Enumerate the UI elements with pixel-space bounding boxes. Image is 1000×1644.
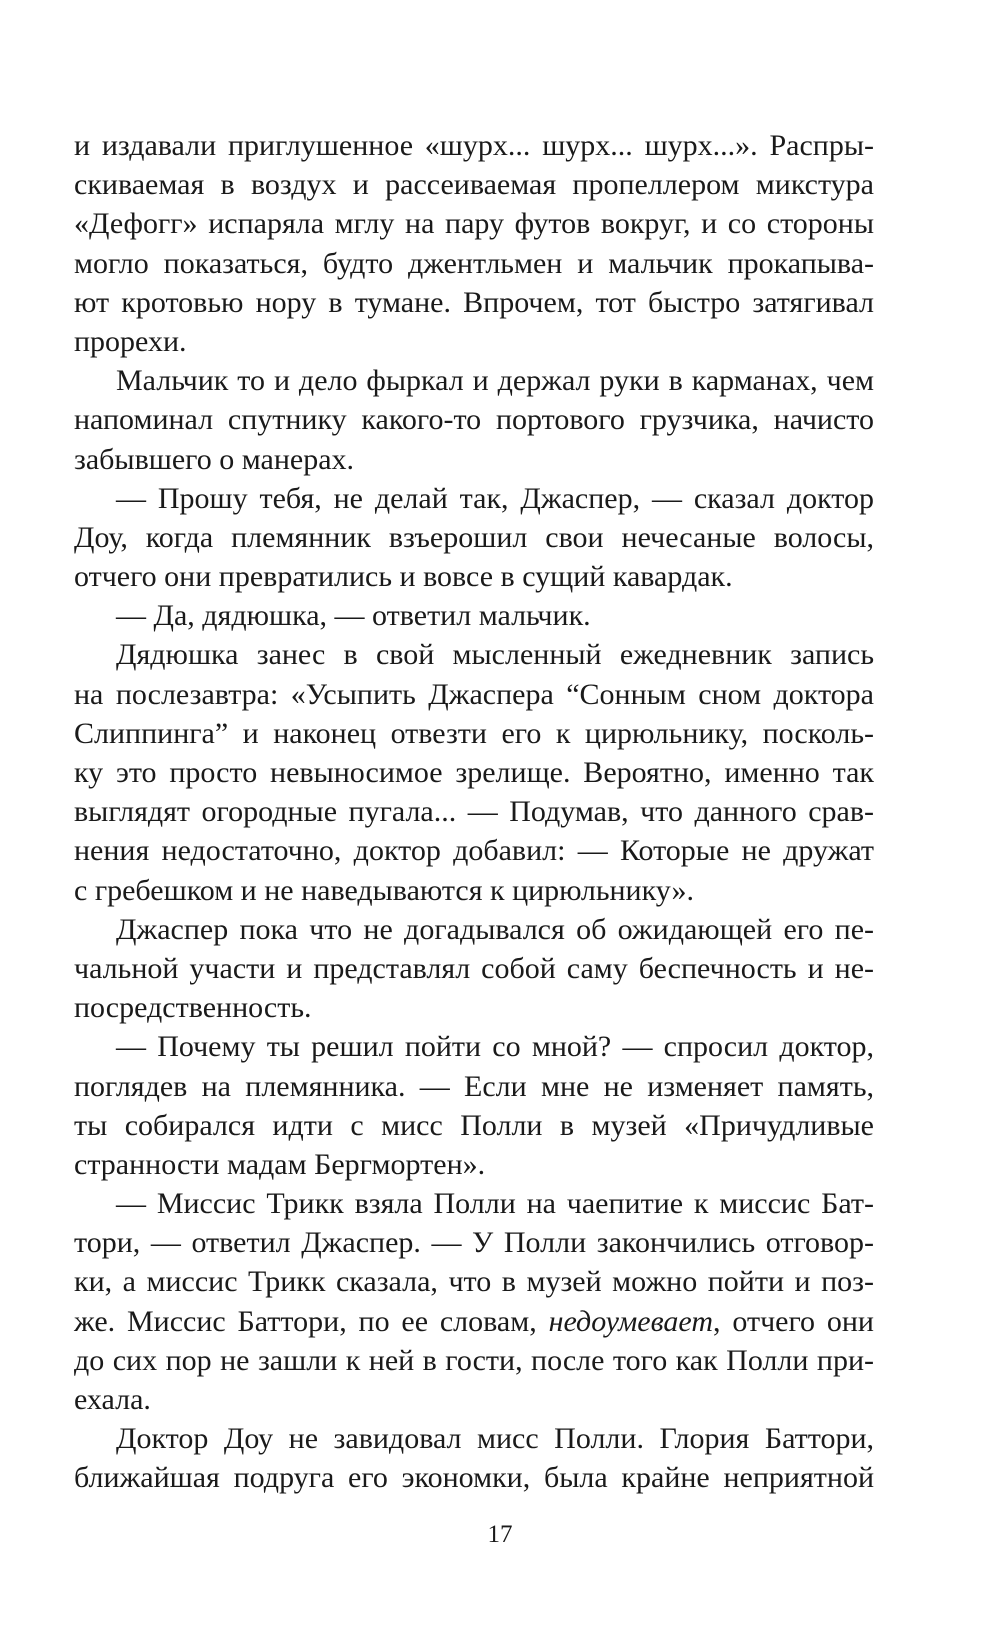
text-line: могло показаться, будто джентльмен и мальчик прокапыва- <box>74 246 874 280</box>
text-line: Мальчик то и дело фыркал и держал руки в карманах, чем <box>116 364 874 398</box>
page-number: 17 <box>487 1521 513 1548</box>
paragraph <box>74 1027 874 1184</box>
paragraph <box>74 361 874 479</box>
text-line: скиваемая в воздух и рассеиваемая пропеллером микстура <box>74 168 874 202</box>
text-line: Доктор Доу не завидовал мисс Полли. Глория Баттори, <box>116 1422 874 1456</box>
text-line: странности мадам Бергмортен». <box>74 1147 486 1181</box>
text-line: чальной участи и представлял собой саму беспечность и не- <box>74 951 874 985</box>
text-line: ку это просто невыносимое зрелище. Вероятно, именно так <box>74 756 874 789</box>
text-line: ют кротовью нору в тумане. Впрочем, тот быстро затягивал <box>74 285 874 319</box>
text-line: — Прошу тебя, не делай так, Джаспер, — сказал доктор <box>116 481 874 515</box>
text-line: до сих пор не зашли к ней в гости, после того как Полли при- <box>74 1343 874 1377</box>
paragraph <box>74 1184 874 1419</box>
text-line: Дядюшка занес в свой мысленный ежедневник запись <box>116 638 874 672</box>
text-line: — Да, дядюшка, — ответил мальчик. <box>116 599 591 633</box>
text-line: напоминал спутнику какого-то портового грузчика, начисто <box>74 403 874 437</box>
text-line: с гребешком и не наведываются к цирюльнику». <box>74 873 695 907</box>
paragraph <box>74 635 874 909</box>
text-line: прорехи. <box>74 324 187 358</box>
paragraph <box>74 126 874 361</box>
text-line: — Миссис Трикк взяла Полли на чаепитие к миссис Бат- <box>116 1187 874 1221</box>
text-line: же. Миссис Баттори, по ее словам, недоумевает, отчего они <box>74 1304 874 1338</box>
text-line: забывшего о манерах. <box>74 442 355 476</box>
text-line: «Дефогг» испаряла мглу на пару футов вокруг, и со стороны <box>74 207 874 241</box>
paragraph <box>74 479 874 597</box>
text-line: ты собирался идти с мисс Полли в музей «Причудливые <box>74 1108 874 1142</box>
paragraph <box>74 910 874 1028</box>
text-line: и издавали приглушенное «шурх... шурх... шурх...». Распры- <box>74 129 874 162</box>
paragraph <box>74 1419 874 1497</box>
text-line: Доу, когда племянник взъерошил свои нечесаные волосы, <box>74 520 874 554</box>
text-line: ки, а миссис Трикк сказала, что в музей можно пойти и поз- <box>74 1265 874 1299</box>
emphasis: недоумевает <box>548 1304 714 1338</box>
text-line: Джаспер пока что не догадывался об ожидающей его пе- <box>116 912 874 946</box>
text-line: выглядят огородные пугала... — Подумав, что данного срав- <box>74 795 874 829</box>
text-line: тори, — ответил Джаспер. — У Полли закончились отговор- <box>74 1226 874 1260</box>
text-line: — Почему ты решил пойти со мной? — спросил доктор, <box>116 1030 874 1064</box>
text-line: ближайшая подруга его экономки, была крайне неприятной <box>74 1461 874 1495</box>
text-line: посредственность. <box>74 991 312 1025</box>
text-line: поглядев на племянника. — Если мне не изменяет память, <box>74 1069 874 1103</box>
text-line: ехала. <box>74 1383 151 1416</box>
text-line: Слиппинга” и наконец отвезти его к цирюльнику, посколь- <box>74 716 874 750</box>
text-line: на послезавтра: «Усыпить Джаспера “Сонным сном доктора <box>74 677 874 711</box>
text-line: отчего они превратились и вовсе в сущий кавардак. <box>74 560 733 594</box>
paragraph <box>74 596 874 635</box>
text-line: нения недостаточно, доктор добавил: — Которые не дружат <box>74 834 874 868</box>
page-body <box>74 126 874 1498</box>
